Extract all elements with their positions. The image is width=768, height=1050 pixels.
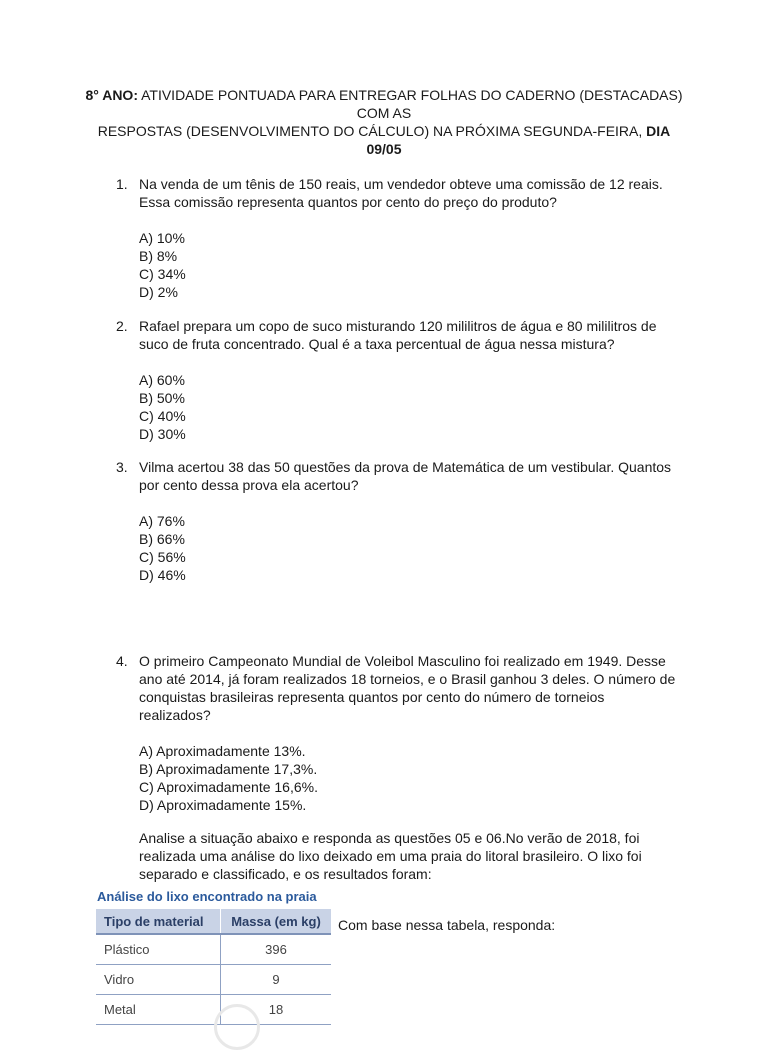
option-c: C) 40% xyxy=(139,408,186,424)
question-1 xyxy=(116,175,676,301)
option-b: B) 50% xyxy=(139,390,185,406)
option-b: B) 8% xyxy=(139,248,178,264)
material-cell: Vidro xyxy=(96,965,221,995)
context-paragraph: Analise a situação abaixo e responda as questões 05 e 06.No verão de 2018, foi realizada uma análise do lixo deixado em uma praia do litoral brasileiro. O lixo foi separado e classificado, e os resultados foram: xyxy=(139,830,642,882)
option-a: A) 60% xyxy=(139,372,185,388)
question-4 xyxy=(116,652,676,814)
table-prompt: Com base nessa tabela, responda: xyxy=(338,917,556,933)
question-number: 3. xyxy=(116,459,128,475)
question-text: Rafael prepara um copo de suco misturando 120 mililitros de água e 80 mililitros de suco de fruta concentrado. Qual é a taxa percentual de água nessa mistura? xyxy=(139,318,657,352)
column-header-material: Tipo de material xyxy=(96,909,221,934)
option-d: D) Aproximadamente 15%. xyxy=(139,797,307,813)
table-title: Análise do lixo encontrado na praia xyxy=(97,889,317,904)
option-d: D) 2% xyxy=(139,284,178,300)
question-text: O primeiro Campeonato Mundial de Voleibol Masculino foi realizado em 1949. Desse ano até 2014, já foram realizados 18 torneios, e o Brasil ganhou 3 deles. O número de conquistas brasileiras representa quantos por cento do número de torneios realizados? xyxy=(139,653,676,723)
table-row xyxy=(96,965,331,995)
option-c: C) Aproximadamente 16,6%. xyxy=(139,779,318,795)
table-row xyxy=(96,934,331,965)
column-header-mass: Massa (em kg) xyxy=(221,909,332,934)
table-header-row xyxy=(96,909,331,934)
option-a: A) Aproximadamente 13%. xyxy=(139,743,306,759)
grade-label: 8° ANO: xyxy=(85,87,138,103)
mass-cell: 18 xyxy=(221,995,332,1025)
option-a: A) 10% xyxy=(139,230,185,246)
material-cell: Plástico xyxy=(96,934,221,965)
question-2 xyxy=(116,317,676,443)
option-b: B) Aproximadamente 17,3%. xyxy=(139,761,318,777)
waste-table xyxy=(96,909,331,1025)
deadline: DIA 09/05 xyxy=(366,123,671,157)
options-list xyxy=(139,512,676,584)
material-cell: Metal xyxy=(96,995,221,1025)
question-3 xyxy=(116,458,676,584)
options-list xyxy=(139,742,676,814)
watermark-icon xyxy=(214,1004,260,1050)
option-c: C) 34% xyxy=(139,266,186,282)
option-b: B) 66% xyxy=(139,531,185,547)
header-line-1: ATIVIDADE PONTUADA PARA ENTREGAR FOLHAS DO CADERNO (DESTACADAS) COM AS xyxy=(137,87,683,121)
question-number: 2. xyxy=(116,318,128,334)
options-list xyxy=(139,229,676,301)
question-number: 4. xyxy=(116,653,128,669)
option-a: A) 76% xyxy=(139,513,185,529)
mass-cell: 396 xyxy=(221,934,332,965)
page-header xyxy=(80,86,688,158)
header-line-2: RESPOSTAS (DESENVOLVIMENTO DO CÁLCULO) NA PRÓXIMA SEGUNDA-FEIRA, xyxy=(97,123,647,139)
options-list xyxy=(139,371,676,443)
option-d: D) 46% xyxy=(139,567,186,583)
option-c: C) 56% xyxy=(139,549,186,565)
question-text: Vilma acertou 38 das 50 questões da prova de Matemática de um vestibular. Quantos por cento dessa prova ela acertou? xyxy=(139,459,672,493)
mass-cell: 9 xyxy=(221,965,332,995)
table-row xyxy=(96,995,331,1025)
question-text: Na venda de um tênis de 150 reais, um vendedor obteve uma comissão de 12 reais. Essa comissão representa quantos por cento do preço do produto? xyxy=(139,176,663,210)
option-d: D) 30% xyxy=(139,426,186,442)
question-number: 1. xyxy=(116,176,128,192)
